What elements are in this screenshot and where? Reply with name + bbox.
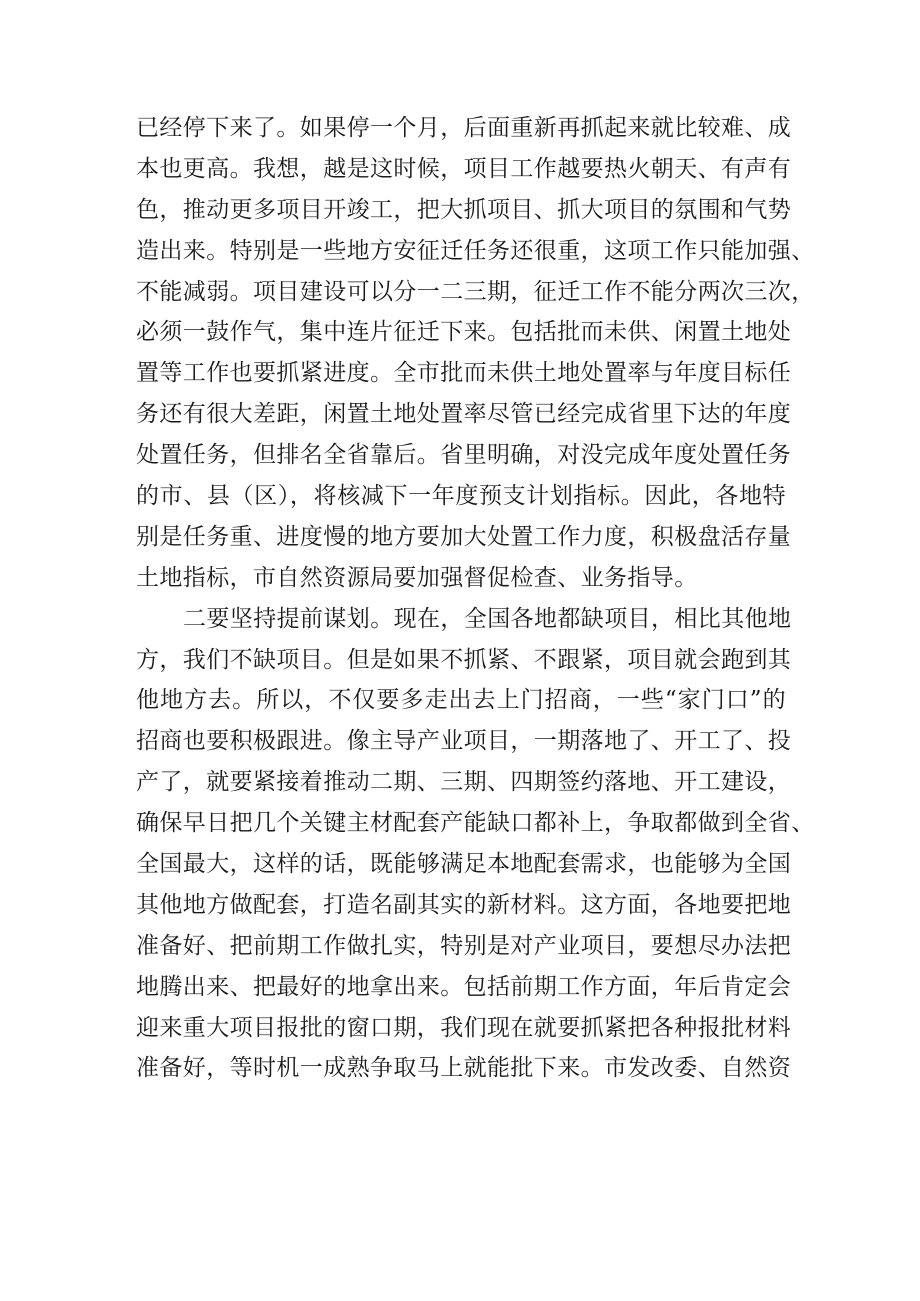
text-line: 产了，就要紧接着推动二期、三期、四期签约落地、开工建设， (136, 769, 792, 796)
text-line: 迎来重大项目报批的窗口期，我们现在就要抓紧把各种报批材料 (136, 1014, 792, 1041)
text-line: 必须一鼓作气，集中连片征迁下来。包括批而未供、闲置土地处 (136, 319, 792, 346)
text-line: 方，我们不缺项目。但是如果不抓紧、不跟紧，项目就会跑到其 (136, 646, 792, 673)
text-line: 本也更高。我想，越是这时候，项目工作越要热火朝天、有声有 (136, 155, 792, 182)
text-line: 色，推动更多项目开竣工，把大抓项目、抓大项目的氛围和气势 (136, 196, 792, 223)
text-line: 不能减弱。项目建设可以分一二三期，征迁工作不能分两次三次， (136, 278, 815, 305)
body-text (136, 108, 815, 1089)
text-line: 其他地方做配套，打造名副其实的新材料。这方面，各地要把地 (136, 891, 792, 918)
text-line: 他地方去。所以，不仅要多走出去上门招商，一些“家门口”的 (136, 687, 786, 714)
text-line: 全国最大，这样的话，既能够满足本地配套需求，也能够为全国 (136, 851, 792, 878)
text-line: 准备好，等时机一成熟争取马上就能批下来。市发改委、自然资 (136, 1055, 792, 1082)
text-line: 地腾出来、把最好的地拿出来。包括前期工作方面，年后肯定会 (136, 973, 792, 1000)
text-line: 务还有很大差距，闲置土地处置率尽管已经完成省里下达的年度 (136, 401, 792, 428)
text-line: 别是任务重、进度慢的地方要加大处置工作力度，积极盘活存量 (136, 523, 792, 550)
text-line: 招商也要积极跟进。像主导产业项目，一期落地了、开工了、投 (136, 728, 792, 755)
text-line: 的市、县（区），将核减下一年度预支计划指标。因此，各地特 (136, 483, 786, 510)
text-line: 土地指标，市自然资源局要加强督促检查、业务指导。 (136, 564, 698, 591)
text-line: 处置任务，但排名全省靠后。省里明确，对没完成年度处置任务 (136, 442, 792, 469)
paragraph-start-line: 二要坚持提前谋划。现在，全国各地都缺项目，相比其他地 (183, 605, 792, 632)
text-line: 准备好、把前期工作做扎实，特别是对产业项目，要想尽办法把 (136, 932, 792, 959)
text-line: 置等工作也要抓紧进度。全市批而未供土地处置率与年度目标任 (136, 360, 792, 387)
text-line: 确保早日把几个关键主材配套产能缺口都补上，争取都做到全省、 (136, 810, 815, 837)
text-line: 已经停下来了。如果停一个月，后面重新再抓起来就比较难、成 (136, 115, 792, 141)
text-line: 造出来。特别是一些地方安征迁任务还很重，这项工作只能加强、 (136, 237, 815, 264)
